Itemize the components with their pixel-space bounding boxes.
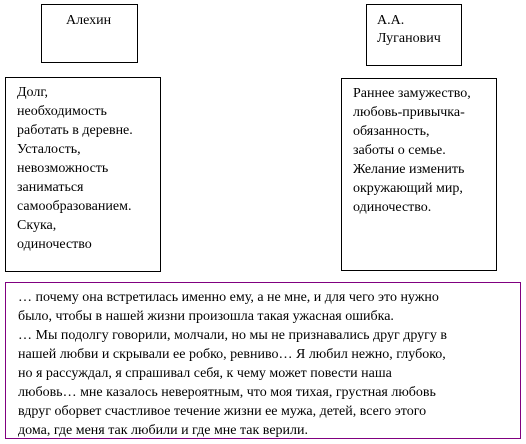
traits-alekhin-line: самообразованием. <box>17 199 132 214</box>
character-name-box-luganovich <box>366 4 462 66</box>
quote-box <box>5 282 521 439</box>
quote-line: было, чтобы в нашей жизни произошла такая ужасная ошибка. <box>18 309 394 324</box>
character-name-luganovich-line-2: Луганович <box>377 31 441 46</box>
quote-line: … Мы подолгу говорили, молчали, но мы не признавались друг другу в <box>18 328 448 343</box>
traits-alekhin-line: заниматься <box>17 180 84 195</box>
traits-box-luganovich <box>341 78 497 271</box>
character-name-luganovich-line-1: А.А. <box>377 13 405 28</box>
traits-luganovich-line: окружающий мир, <box>353 181 463 196</box>
traits-luganovich-line: Желание изменить <box>353 162 465 177</box>
traits-luganovich-line: Раннее замужество, <box>353 86 471 101</box>
traits-luganovich-line: заботы о семье. <box>353 143 446 158</box>
traits-box-alekhin <box>5 77 161 272</box>
traits-alekhin-line: необходимость <box>17 104 107 119</box>
character-name-alekhin: Алехин <box>66 13 112 28</box>
traits-luganovich-line: любовь-привычка- <box>353 105 465 120</box>
traits-alekhin-line: Усталость, <box>17 142 81 157</box>
traits-alekhin-line: одиночество <box>17 237 92 252</box>
character-name-box-alekhin <box>41 4 138 63</box>
quote-line: дома, где меня так любили и где мне так верили. <box>18 423 309 438</box>
traits-luganovich-line: обязанность, <box>353 124 430 139</box>
quote-line: но я рассуждал, я спрашивал себя, к чему может повести наша <box>18 366 392 381</box>
quote-line: вдруг оборвет счастливое течение жизни ее мужа, детей, всего этого <box>18 404 427 419</box>
traits-luganovich-line: одиночество. <box>353 200 432 215</box>
traits-alekhin-line: невозможность <box>17 161 109 176</box>
quote-line: любовь… мне казалось невероятным, что моя тихая, грустная любовь <box>18 385 436 400</box>
quote-line: нашей любви и скрывали ее робко, ревниво… Я любил нежно, глубоко, <box>18 347 446 362</box>
quote-line: … почему она встретилась именно ему, а не мне, и для чего это нужно <box>18 290 439 305</box>
traits-alekhin-line: Скука, <box>17 218 57 233</box>
traits-alekhin-line: Долг, <box>17 85 49 100</box>
traits-alekhin-line: работать в деревне. <box>17 123 133 138</box>
